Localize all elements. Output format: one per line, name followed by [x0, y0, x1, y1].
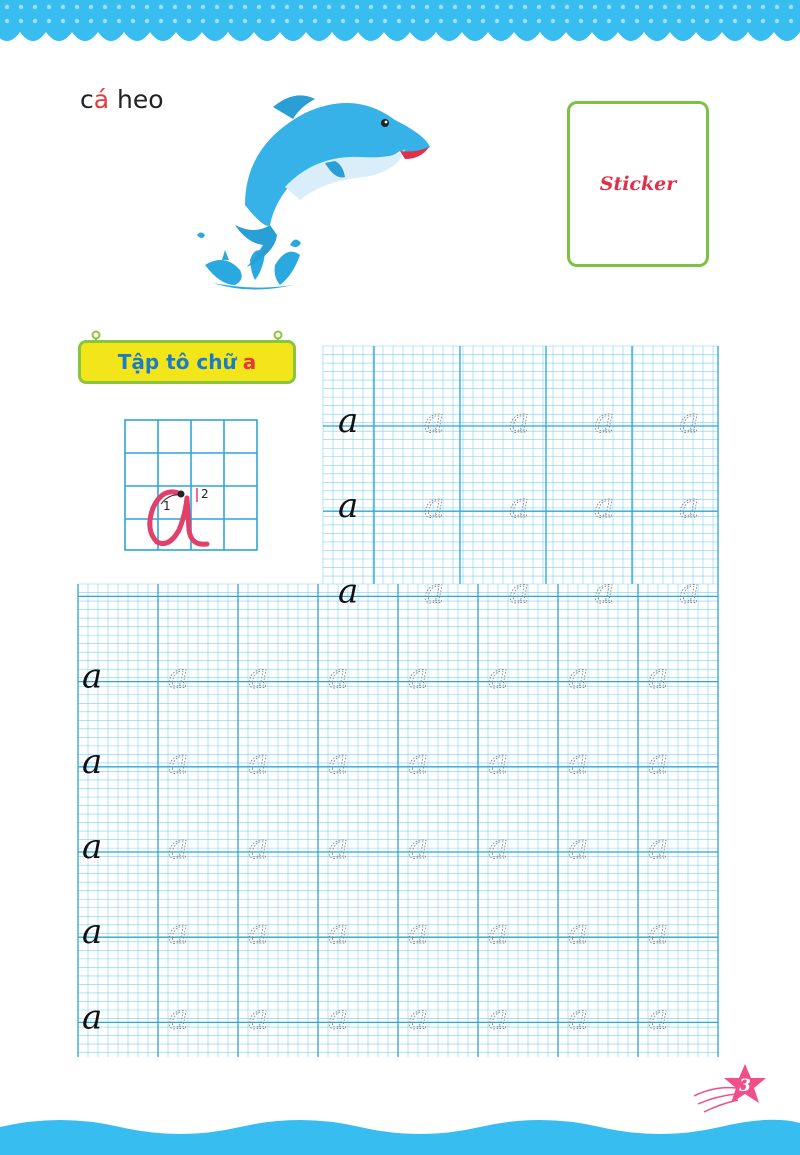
trace-letter: a	[648, 912, 669, 953]
section-title-text: Tập tô chữ	[117, 350, 237, 374]
trace-letter: a	[679, 401, 700, 441]
stroke-step-1: 1	[163, 499, 171, 513]
water-splash-icon	[197, 233, 301, 290]
trace-letter: a	[488, 997, 509, 1038]
word-label	[80, 85, 164, 114]
trace-letter: a	[488, 827, 509, 867]
trace-letter: a	[248, 997, 269, 1038]
bottom-wave-border	[0, 1105, 800, 1155]
trace-letter: a	[248, 656, 269, 697]
model-letter: a	[338, 486, 359, 527]
trace-letter: a	[408, 656, 429, 697]
trace-letter: a	[408, 741, 429, 782]
trace-letter: a	[568, 741, 589, 782]
trace-letter: a	[488, 912, 509, 953]
model-letter: a	[82, 912, 103, 953]
trace-letter: a	[568, 912, 589, 953]
trace-letter: a	[509, 401, 530, 441]
trace-letter: a	[648, 827, 669, 867]
trace-letter: a	[568, 997, 589, 1038]
trace-letter: a	[168, 997, 189, 1038]
trace-letter: a	[424, 401, 445, 441]
trace-letter: a	[168, 656, 189, 697]
trace-letter: a	[328, 912, 349, 953]
trace-letter: a	[424, 571, 445, 612]
section-title	[78, 340, 296, 384]
trace-letter: a	[168, 912, 189, 953]
trace-letter: a	[248, 912, 269, 953]
trace-letter: a	[408, 827, 429, 867]
trace-letter: a	[648, 741, 669, 782]
word-prefix: c	[80, 85, 94, 114]
model-letter: a	[82, 827, 103, 867]
trace-letter: a	[168, 741, 189, 782]
trace-letter: a	[328, 656, 349, 697]
page-number: 3	[739, 1076, 751, 1096]
top-scalloped-border	[0, 0, 800, 50]
trace-letter: a	[408, 912, 429, 953]
trace-letter: a	[568, 656, 589, 697]
trace-letter: a	[168, 827, 189, 867]
trace-letter: a	[594, 401, 615, 441]
sticker-label: Sticker	[599, 173, 677, 195]
model-letter: a	[82, 997, 103, 1038]
trace-letter: a	[679, 571, 700, 612]
trace-letter: a	[648, 656, 669, 697]
stroke-order-demo	[123, 418, 259, 552]
model-letter: a	[82, 656, 103, 697]
trace-letter: a	[488, 656, 509, 697]
trace-letter: a	[568, 827, 589, 867]
sticker-placeholder[interactable]	[567, 101, 709, 267]
model-letter: a	[338, 401, 359, 441]
model-letter: a	[82, 741, 103, 782]
model-letter: a	[338, 571, 359, 612]
trace-letter: a	[509, 486, 530, 527]
stroke-step-2: 2	[201, 487, 209, 501]
trace-letter: a	[488, 741, 509, 782]
trace-letter: a	[509, 571, 530, 612]
trace-letter: a	[648, 997, 669, 1038]
word-suffix: heo	[109, 85, 164, 114]
dolphin-illustration	[185, 85, 445, 300]
section-title-letter: a	[242, 350, 257, 374]
trace-letter: a	[328, 827, 349, 867]
word-accent-letter: á	[93, 85, 110, 114]
trace-letter: a	[679, 486, 700, 527]
trace-letter: a	[328, 997, 349, 1038]
trace-letter: a	[594, 571, 615, 612]
page-number-star-icon	[690, 1062, 770, 1118]
trace-letter: a	[408, 997, 429, 1038]
trace-letter: a	[424, 486, 445, 527]
trace-letter: a	[248, 741, 269, 782]
trace-letter: a	[594, 486, 615, 527]
dolphin-body-icon	[235, 95, 430, 267]
trace-letter: a	[328, 741, 349, 782]
trace-letter: a	[248, 827, 269, 867]
